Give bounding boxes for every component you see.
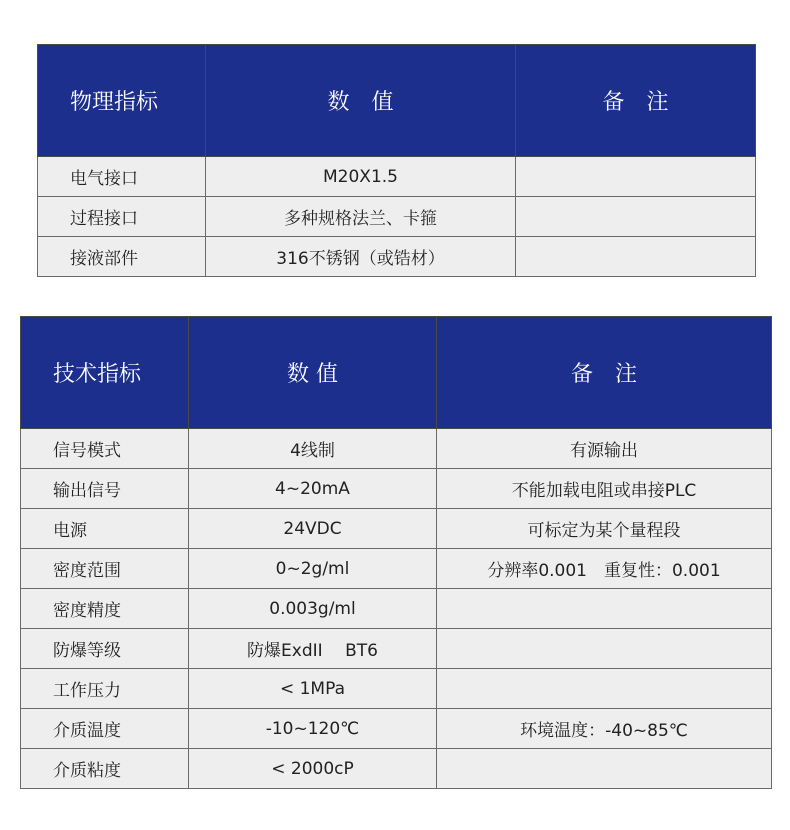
table-row xyxy=(38,237,756,277)
row-value: < 2000cP xyxy=(189,749,437,789)
header-physical-index: 物理指标 xyxy=(38,45,206,157)
row-label: 接液部件 xyxy=(38,237,206,277)
row-value: -10~120℃ xyxy=(189,709,437,749)
row-label: 信号模式 xyxy=(21,429,189,469)
row-remark: 可标定为某个量程段 xyxy=(437,509,772,549)
row-value: 0.003g/ml xyxy=(189,589,437,629)
physical-spec-table xyxy=(37,44,756,277)
table-row xyxy=(38,197,756,237)
header-value: 数 值 xyxy=(189,317,437,429)
row-remark xyxy=(437,589,772,629)
table-row xyxy=(21,589,772,629)
table-header-row xyxy=(38,45,756,157)
row-value: < 1MPa xyxy=(189,669,437,709)
row-label: 电气接口 xyxy=(38,157,206,197)
row-label: 介质粘度 xyxy=(21,749,189,789)
table-row xyxy=(21,749,772,789)
row-remark xyxy=(516,157,756,197)
row-value: 24VDC xyxy=(189,509,437,549)
row-value: M20X1.5 xyxy=(206,157,516,197)
table-row xyxy=(21,669,772,709)
row-remark: 不能加载电阻或串接PLC xyxy=(437,469,772,509)
row-remark xyxy=(437,749,772,789)
row-remark xyxy=(437,669,772,709)
row-remark: 环境温度：-40~85℃ xyxy=(437,709,772,749)
row-label: 电源 xyxy=(21,509,189,549)
table-row xyxy=(21,549,772,589)
header-technical-index: 技术指标 xyxy=(21,317,189,429)
table-row xyxy=(21,429,772,469)
table-row xyxy=(21,469,772,509)
row-label: 密度精度 xyxy=(21,589,189,629)
table-row xyxy=(21,629,772,669)
row-label: 工作压力 xyxy=(21,669,189,709)
row-value: 多种规格法兰、卡箍 xyxy=(206,197,516,237)
row-value: 4~20mA xyxy=(189,469,437,509)
row-value: 防爆ExdII BT6 xyxy=(189,629,437,669)
table-row xyxy=(38,157,756,197)
row-remark xyxy=(516,237,756,277)
header-value: 数 值 xyxy=(206,45,516,157)
row-value: 316不锈钢（或锆材） xyxy=(206,237,516,277)
row-label: 防爆等级 xyxy=(21,629,189,669)
header-remark: 备 注 xyxy=(516,45,756,157)
table-row xyxy=(21,509,772,549)
row-remark: 分辨率0.001 重复性：0.001 xyxy=(437,549,772,589)
row-label: 介质温度 xyxy=(21,709,189,749)
header-remark: 备 注 xyxy=(437,317,772,429)
technical-spec-table xyxy=(20,316,772,789)
row-remark xyxy=(437,629,772,669)
row-remark xyxy=(516,197,756,237)
row-label: 过程接口 xyxy=(38,197,206,237)
table-row xyxy=(21,709,772,749)
row-value: 0~2g/ml xyxy=(189,549,437,589)
row-value: 4线制 xyxy=(189,429,437,469)
row-label: 密度范围 xyxy=(21,549,189,589)
table-header-row xyxy=(21,317,772,429)
row-label: 输出信号 xyxy=(21,469,189,509)
row-remark: 有源输出 xyxy=(437,429,772,469)
